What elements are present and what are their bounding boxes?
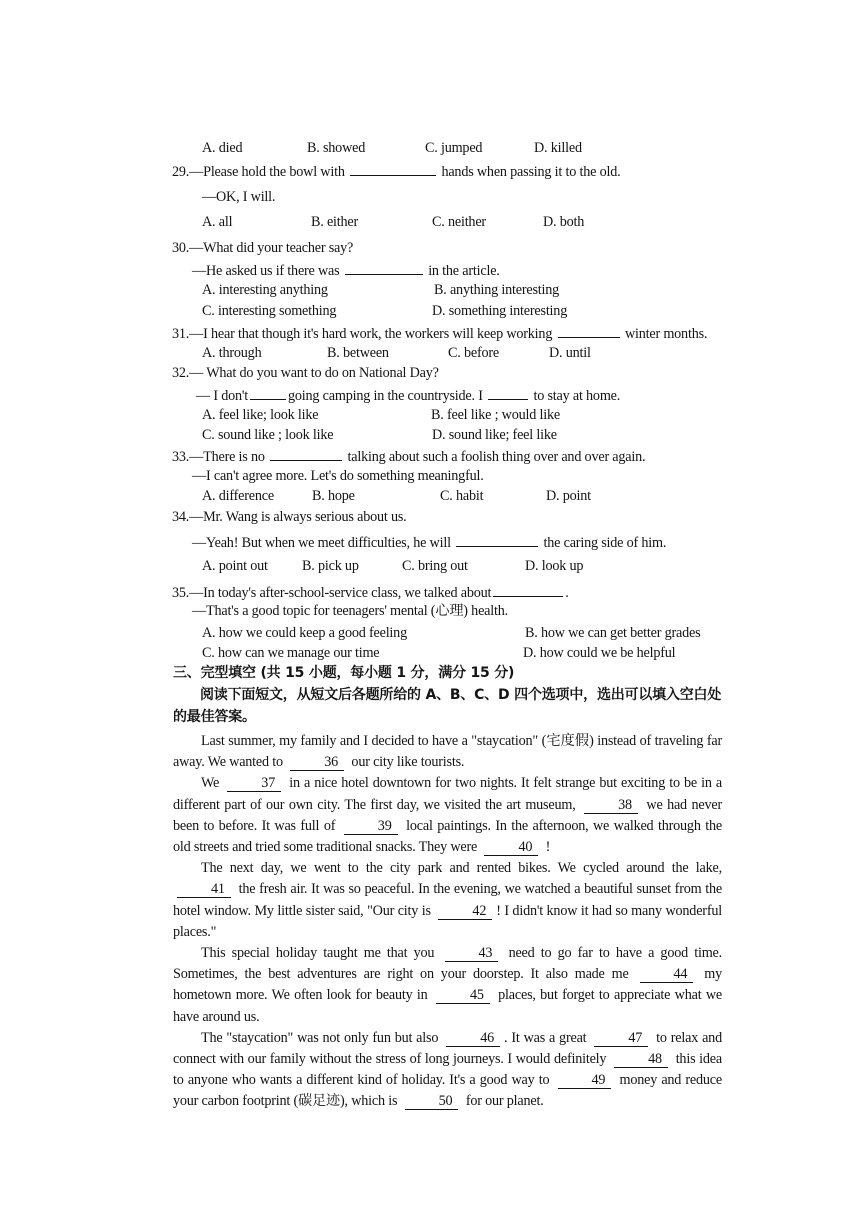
section-heading: 三、完型填空 (共 15 小题，每小题 1 分，满分 15 分) (173, 665, 515, 681)
q29-option-a: A. all (202, 214, 233, 230)
passage-text: ! I didn't know it had so many wonderful places." (173, 902, 722, 940)
q29-number: 29. (172, 164, 190, 180)
q34-number: 34. (172, 509, 190, 525)
q32-blank-2 (488, 385, 528, 400)
q28-option-a: A. died (202, 140, 243, 156)
blank-44: 44 (640, 967, 694, 983)
q33-post: talking about such a foolish thing over and over again. (347, 449, 646, 465)
q33-option-b: B. hope (312, 488, 355, 504)
q32-question: — What do you want to do on National Day? (189, 365, 439, 381)
q28-option-c: C. jumped (425, 140, 483, 156)
q34-option-b: B. pick up (302, 558, 359, 574)
q33-number: 33. (172, 449, 190, 465)
passage-text: we had never been to before. It was full of (173, 796, 722, 834)
passage-text: ! (545, 839, 551, 856)
passage-text: The next day, we went to the city park and rented bikes. We cycled around the lake, (201, 860, 722, 877)
q29-option-b: B. either (311, 214, 359, 230)
q31-blank (558, 323, 620, 338)
q33-blank (270, 446, 342, 461)
q30-pre: —He asked us if there was (192, 263, 340, 279)
blank-40: 40 (484, 840, 538, 856)
q34-option-c: C. bring out (402, 558, 468, 574)
q32-mid: going camping in the countryside. I (288, 388, 483, 404)
blank-36: 36 (290, 755, 344, 771)
passage-text: need to go far to have a good time. Sometimes, the best adventures are right on your doorstep. It also made me (173, 945, 722, 983)
q33-pre: —There is no (189, 449, 265, 465)
q28-option-b: B. showed (307, 140, 366, 156)
blank-46: 46 (446, 1031, 500, 1047)
q32-number: 32. (172, 365, 190, 381)
q35-stem (172, 582, 569, 602)
passage-paragraph-1 (173, 731, 722, 773)
q32-sentence (196, 385, 620, 405)
q35-option-a: A. how we could keep a good feeling (202, 625, 407, 641)
passage-text: my hometown more. We often look for beauty in (173, 966, 722, 1004)
passage-paragraph-2 (173, 773, 722, 858)
q33-option-d: D. point (546, 488, 591, 504)
passage-text: Last summer, my family and I decided to have a "staycation" (宅度假) instead of traveling far away. We wanted to (173, 733, 722, 771)
q33-option-c: C. habit (440, 488, 484, 504)
q30-option-c: C. interesting something (202, 303, 337, 319)
q31-option-a: A. through (202, 345, 262, 361)
blank-38: 38 (584, 798, 638, 814)
q30-stem (172, 239, 353, 257)
q29-reply: —OK, I will. (202, 189, 276, 205)
q33-option-a: A. difference (202, 488, 274, 504)
q29-option-c: C. neither (432, 214, 486, 230)
q34-pre: —Yeah! But when we meet difficulties, he will (192, 535, 451, 551)
passage-text: local paintings. In the afternoon, we walked through the old streets and tried some traditional snacks. They were (173, 817, 722, 856)
q30-option-d: D. something interesting (432, 303, 568, 319)
q29-stem (172, 161, 620, 181)
q31-pre: —I hear that though it's hard work, the workers will keep working (189, 326, 553, 342)
q32-post: to stay at home. (533, 388, 621, 404)
blank-39: 39 (344, 819, 398, 835)
passage-paragraph-5 (173, 1028, 722, 1113)
blank-43: 43 (445, 946, 499, 962)
cloze-passage (173, 731, 722, 1113)
passage-text: the fresh air. It was so peaceful. In the evening, we watched a beautiful sunset from the hotel window. My little sister said, "Our city is (173, 881, 722, 919)
q34-blank (456, 532, 538, 547)
blank-50: 50 (405, 1094, 459, 1110)
q34-option-d: D. look up (525, 558, 584, 574)
q32-option-d: D. sound like; feel like (432, 427, 557, 443)
q33-reply: —I can't agree more. Let's do something meaningful. (192, 468, 484, 484)
blank-37: 37 (227, 776, 281, 792)
q29-pre: —Please hold the bowl with (189, 164, 345, 180)
passage-text: to relax and connect with our family without the stress of long journeys. I would definitely (173, 1029, 722, 1068)
passage-paragraph-4 (173, 943, 722, 1028)
passage-paragraph-3 (173, 858, 722, 943)
q31-number: 31. (172, 326, 190, 342)
q35-pre: —In today's after-school-service class, we talked about (189, 585, 492, 601)
q32-option-c: C. sound like ; look like (202, 427, 334, 443)
q34-option-a: A. point out (202, 558, 268, 574)
q31-option-d: D. until (549, 345, 591, 361)
blank-42: 42 (438, 904, 492, 920)
q29-post: hands when passing it to the old. (441, 164, 621, 180)
q30-question: —What did your teacher say? (189, 240, 354, 256)
passage-text: for our planet. (465, 1093, 544, 1110)
q30-number: 30. (172, 240, 190, 256)
passage-text: This special holiday taught me that you (201, 945, 435, 962)
blank-45: 45 (436, 988, 490, 1004)
q30-option-b: B. anything interesting (434, 282, 560, 298)
q32-pre: — I don't (196, 388, 248, 404)
q28-option-d: D. killed (534, 140, 582, 156)
q31-option-c: C. before (448, 345, 499, 361)
q35-blank (493, 582, 563, 597)
passage-text: We (201, 775, 220, 792)
q29-option-d: D. both (543, 214, 585, 230)
passage-text: The "staycation" was not only fun but also (201, 1029, 439, 1046)
q35-option-d: D. how could we be helpful (523, 645, 676, 661)
q34-stem (172, 508, 407, 526)
q29-blank (350, 161, 436, 176)
passage-text: our city like tourists. (351, 754, 465, 771)
passage-text: money and reduce your carbon footprint (碳足迹), which is (173, 1072, 722, 1110)
q34-question: —Mr. Wang is always serious about us. (189, 509, 407, 525)
passage-text: places, but forget to appreciate what we have around us. (173, 987, 722, 1025)
q31-post: winter months. (624, 326, 708, 342)
section-instruction-line-2: 的最佳答案。 (173, 709, 256, 725)
q30-blank (345, 260, 423, 275)
q35-post: . (565, 585, 569, 601)
passage-text: in a nice hotel downtown for two nights. It felt strange but exciting to be in a different part of our own city. The first day, we visited the art museum, (173, 775, 722, 813)
q30-option-a: A. interesting anything (202, 282, 328, 298)
q34-post: the caring side of him. (543, 535, 667, 551)
q31-option-b: B. between (327, 345, 389, 361)
q35-reply: —That's a good topic for teenagers' mental (心理) health. (192, 603, 508, 619)
q30-sentence (192, 260, 500, 280)
q31-stem (172, 323, 707, 343)
q30-post: in the article. (428, 263, 500, 279)
blank-47: 47 (594, 1031, 648, 1047)
q32-stem (172, 364, 439, 382)
blank-41: 41 (177, 882, 231, 898)
q34-sentence (192, 532, 666, 552)
q35-option-c: C. how can we manage our time (202, 645, 380, 661)
passage-text: . It was a great (504, 1029, 587, 1046)
q32-blank-1 (250, 385, 286, 400)
passage-text: this idea to anyone who wants a different kind of holiday. It's a good way to (173, 1051, 722, 1089)
q32-option-b: B. feel like ; would like (431, 407, 560, 423)
q33-stem (172, 446, 645, 466)
blank-49: 49 (558, 1073, 612, 1089)
q35-option-b: B. how we can get better grades (525, 625, 701, 641)
blank-48: 48 (614, 1052, 668, 1068)
q35-number: 35. (172, 585, 190, 601)
q32-option-a: A. feel like; look like (202, 407, 319, 423)
section-instruction-line-1: 阅读下面短文，从短文后各题所给的 A、B、C、D 四个选项中，选出可以填入空白处 (200, 687, 722, 703)
